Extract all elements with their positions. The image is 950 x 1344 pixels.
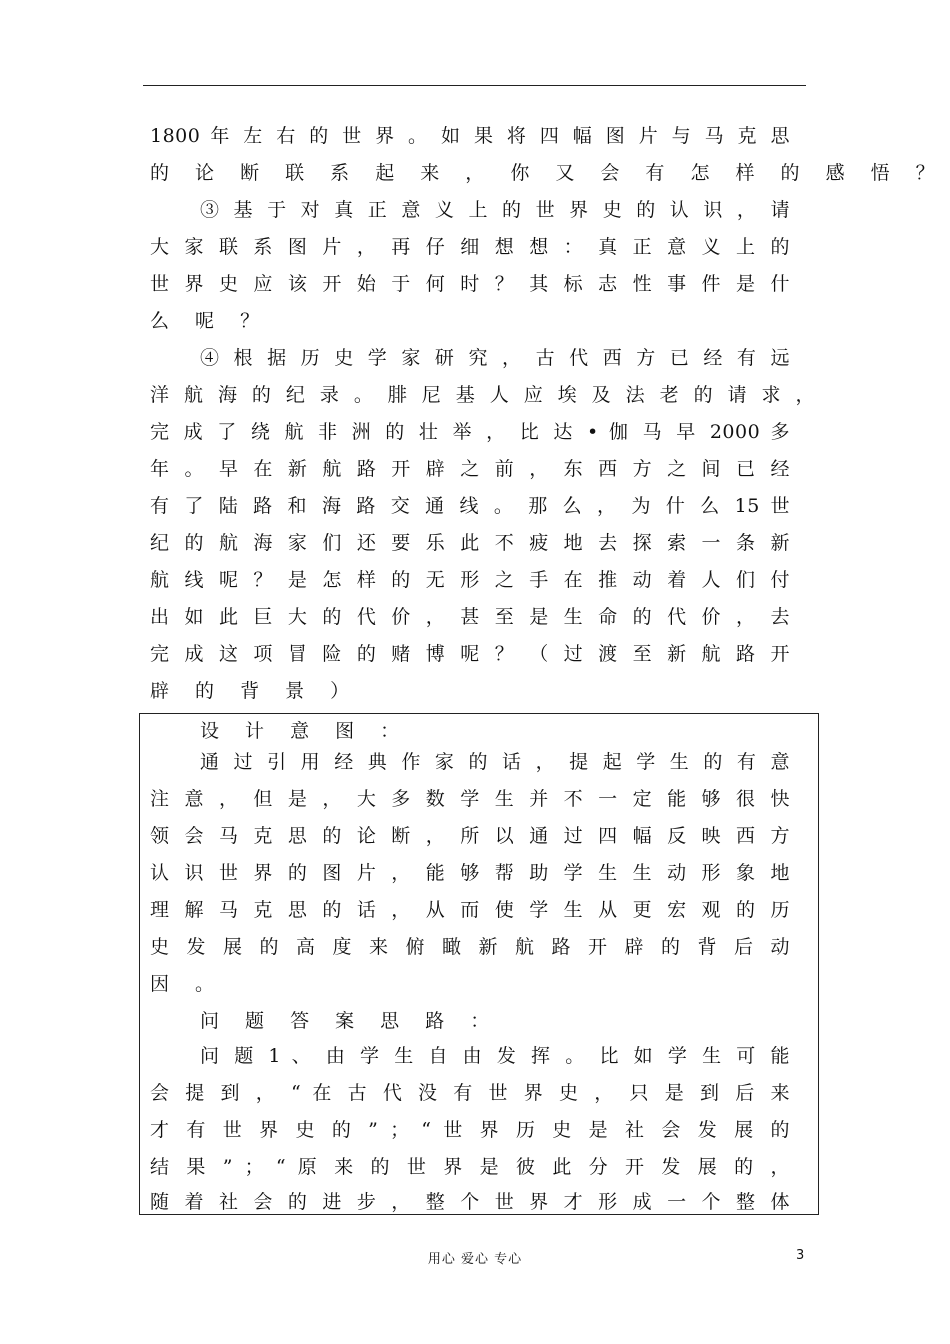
design-line: 会 提 到 ， “ 在 古 代 没 有 世 界 史 ， 只 是 到 后 来 xyxy=(150,1082,790,1104)
body-line: 的 论 断 联 系 起 来 ， 你 又 会 有 怎 样 的 感 悟 ？ xyxy=(150,162,945,184)
body-line: 完 成 了 绕 航 非 洲 的 壮 举 ， 比 达 • 伽 马 早 2000 多 xyxy=(150,421,790,443)
design-line: 随 着 社 会 的 进 步 ， 整 个 世 界 才 形 成 一 个 整 体 xyxy=(150,1191,790,1213)
body-line: 年 。 早 在 新 航 路 开 辟 之 前 ， 东 西 方 之 间 已 经 xyxy=(150,458,790,480)
body-line: 洋 航 海 的 纪 录 。 腓 尼 基 人 应 埃 及 法 老 的 请 求 ， xyxy=(150,384,815,406)
header-rule xyxy=(143,85,806,86)
body-line: 大 家 联 系 图 片 ， 再 仔 细 想 想 ： 真 正 意 义 上 的 xyxy=(150,236,790,258)
body-line: 么 呢 ？ xyxy=(150,310,270,332)
design-line: 理 解 马 克 思 的 话 ， 从 而 使 学 生 从 更 宏 观 的 历 xyxy=(150,899,790,921)
design-line: 才 有 世 界 史 的 ” ； “ 世 界 历 史 是 社 会 发 展 的 xyxy=(150,1119,790,1141)
body-line: 有 了 陆 路 和 海 路 交 通 线 。 那 么 ， 为 什 么 15 世 xyxy=(150,495,790,517)
body-line: 出 如 此 巨 大 的 代 价 ， 甚 至 是 生 命 的 代 价 ， 去 xyxy=(150,606,790,628)
design-line: 认 识 世 界 的 图 片 ， 能 够 帮 助 学 生 生 动 形 象 地 xyxy=(150,862,790,884)
page-number: 3 xyxy=(796,1248,805,1263)
design-line: 史 发 展 的 高 度 来 俯 瞰 新 航 路 开 辟 的 背 后 动 xyxy=(150,936,790,958)
design-line: 问 题 1 、 由 学 生 自 由 发 挥 。 比 如 学 生 可 能 xyxy=(200,1045,790,1067)
body-line: 完 成 这 项 冒 险 的 赌 博 呢 ？ （ 过 渡 至 新 航 路 开 xyxy=(150,643,790,665)
body-line: ④ 根 据 历 史 学 家 研 究 ， 古 代 西 方 已 经 有 远 xyxy=(200,347,790,369)
body-line: 航 线 呢 ？ 是 怎 样 的 无 形 之 手 在 推 动 着 人 们 付 xyxy=(150,569,790,591)
design-line: 因 。 xyxy=(150,973,225,995)
body-line: 纪 的 航 海 家 们 还 要 乐 此 不 疲 地 去 探 索 一 条 新 xyxy=(150,532,790,554)
design-line: 领 会 马 克 思 的 论 断 ， 所 以 通 过 四 幅 反 映 西 方 xyxy=(150,825,790,847)
answer-heading: 问 题 答 案 思 路 ： xyxy=(200,1010,500,1032)
design-line: 通 过 引 用 经 典 作 家 的 话 ， 提 起 学 生 的 有 意 xyxy=(200,751,790,773)
design-line: 结 果 ” ； “ 原 来 的 世 界 是 彼 此 分 开 发 展 的 ， xyxy=(150,1156,790,1178)
body-line: 1800 年 左 右 的 世 界 。 如 果 将 四 幅 图 片 与 马 克 思 xyxy=(150,125,790,147)
body-line: 世 界 史 应 该 开 始 于 何 时 ？ 其 标 志 性 事 件 是 什 xyxy=(150,273,790,295)
design-heading: 设 计 意 图 ： xyxy=(200,720,410,742)
design-line: 注 意 ， 但 是 ， 大 多 数 学 生 并 不 一 定 能 够 很 快 xyxy=(150,788,790,810)
body-line: 辟 的 背 景 ） xyxy=(150,680,360,702)
body-line: ③ 基 于 对 真 正 意 义 上 的 世 界 史 的 认 识 ， 请 xyxy=(200,199,790,221)
footer-slogan: 用心 爱心 专心 xyxy=(427,1252,523,1267)
